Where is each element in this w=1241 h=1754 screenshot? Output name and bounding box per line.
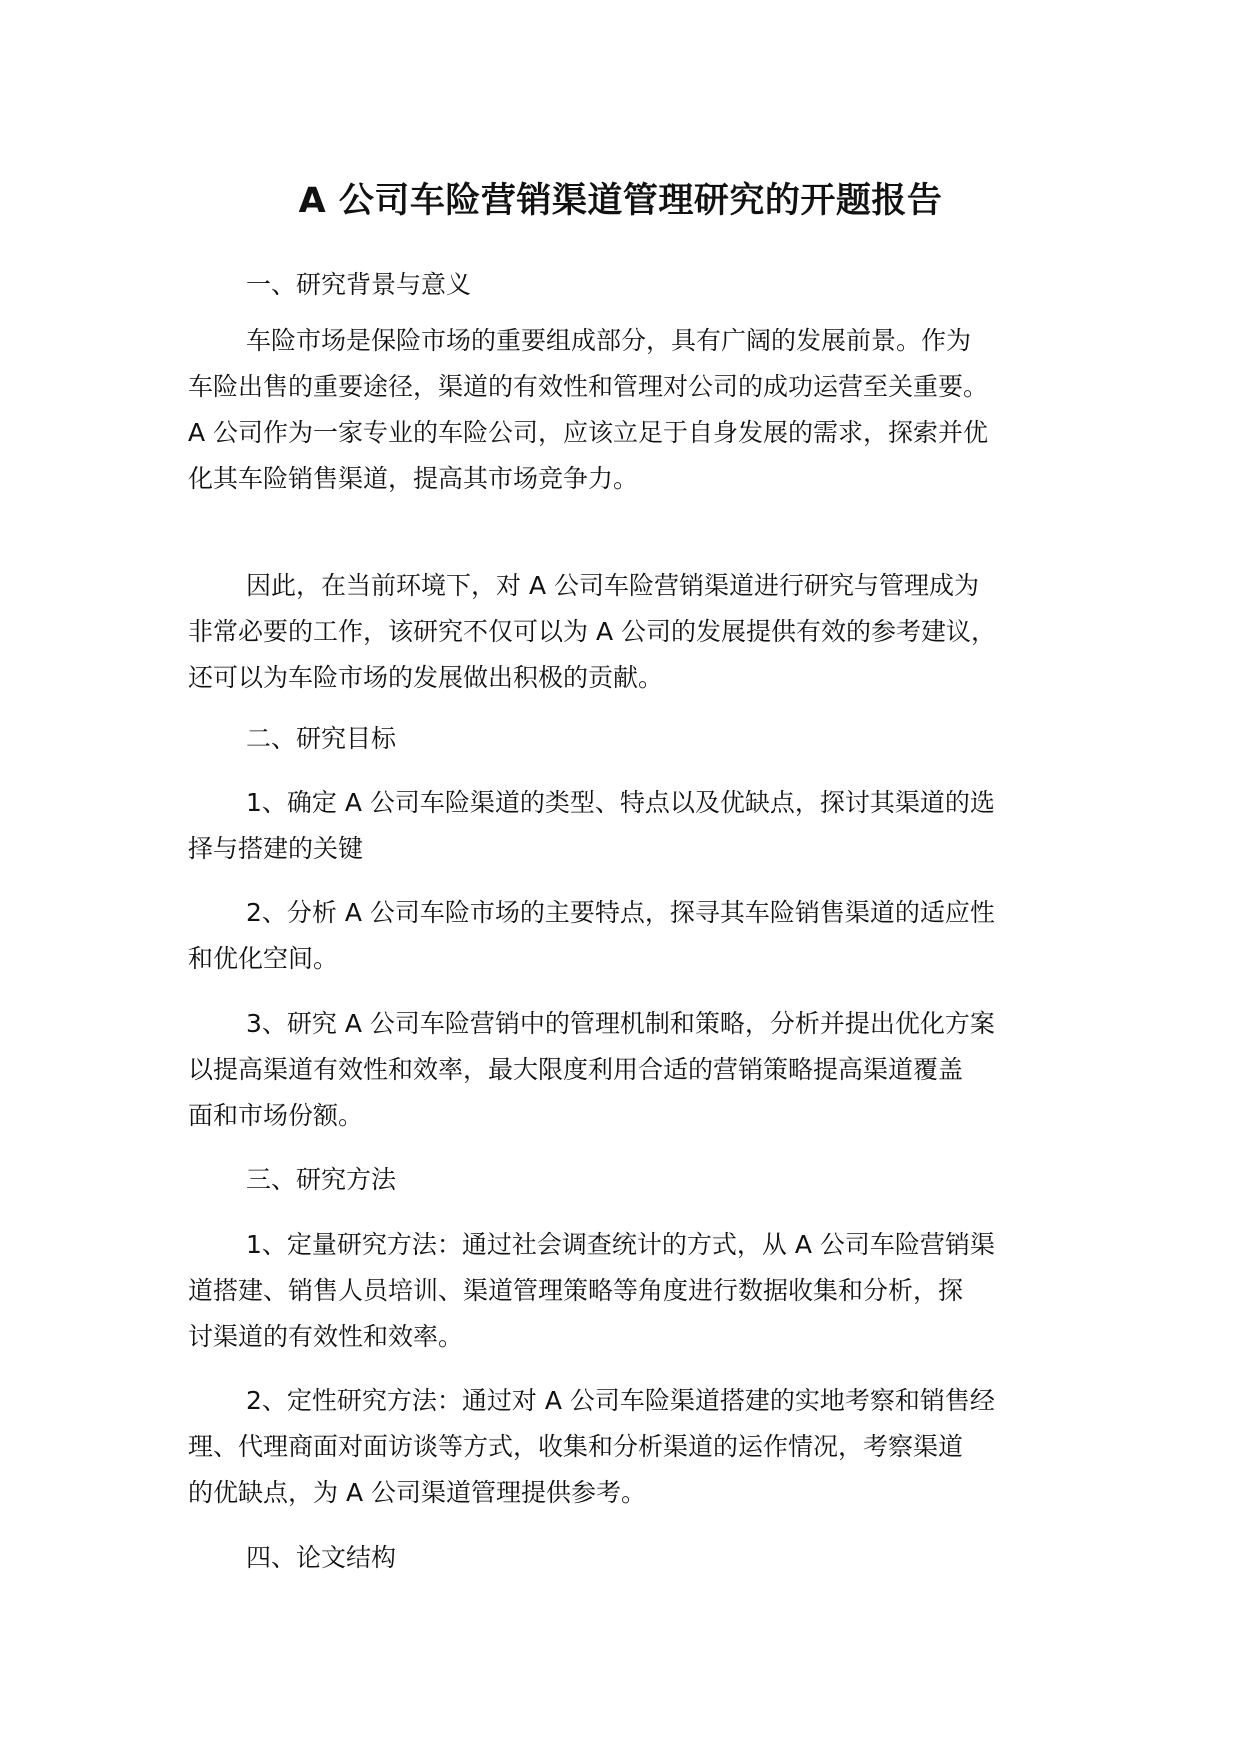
objective-item-2 [188, 890, 1068, 982]
paragraph-line: 择与搭建的关键 [188, 834, 364, 863]
section-heading-structure [188, 1535, 1068, 1581]
method-item-2 [188, 1378, 1068, 1516]
paragraph-background [188, 318, 1068, 502]
paragraph-line: 还可以为车险市场的发展做出积极的贡献。 [188, 663, 664, 692]
paragraph-line: 3、研究 A 公司车险营销中的管理机制和策略，分析并提出优化方案 [246, 1009, 995, 1038]
document-title: A 公司车险营销渠道管理研究的开题报告 [298, 181, 943, 221]
paragraph-line: 讨渠道的有效性和效率。 [188, 1322, 464, 1351]
heading-text: 二、研究目标 [246, 724, 397, 753]
paragraph-line: 化其车险销售渠道，提高其市场竞争力。 [188, 464, 639, 493]
paragraph-line: 非常必要的工作，该研究不仅可以为 A 公司的发展提供有效的参考建议， [188, 617, 996, 646]
paragraph-line: 和优化空间。 [188, 944, 339, 973]
paragraph-line: 2、分析 A 公司车险市场的主要特点，探寻其车险销售渠道的适应性 [246, 898, 995, 927]
paragraph-line: 因此，在当前环境下，对 A 公司车险营销渠道进行研究与管理成为 [246, 571, 979, 600]
paragraph-line: A 公司作为一家专业的车险公司，应该立足于自身发展的需求，探索并优 [188, 418, 989, 447]
paragraph-line: 以提高渠道有效性和效率，最大限度利用合适的营销策略提高渠道覆盖 [188, 1055, 964, 1084]
heading-text: 一、研究背景与意义 [246, 270, 472, 299]
paragraph-line: 1、确定 A 公司车险渠道的类型、特点以及优缺点，探讨其渠道的选 [246, 788, 995, 817]
objective-item-1 [188, 780, 1068, 872]
section-heading-objectives [188, 716, 1068, 762]
paragraph-line: 车险出售的重要途径，渠道的有效性和管理对公司的成功运营至关重要。 [188, 372, 989, 401]
paragraph-line: 的优缺点，为 A 公司渠道管理提供参考。 [188, 1478, 646, 1507]
heading-text: 四、论文结构 [246, 1543, 397, 1572]
heading-text: 三、研究方法 [246, 1165, 397, 1194]
section-heading-methods [188, 1157, 1068, 1203]
objective-item-3 [188, 1001, 1068, 1139]
paragraph-line: 1、定量研究方法：通过社会调查统计的方式，从 A 公司车险营销渠 [246, 1230, 995, 1259]
paragraph-significance [188, 563, 1068, 701]
paragraph-line: 理、代理商面对面访谈等方式，收集和分析渠道的运作情况，考察渠道 [188, 1432, 964, 1461]
paragraph-line: 车险市场是保险市场的重要组成部分，具有广阔的发展前景。作为 [246, 326, 972, 355]
paragraph-line: 2、定性研究方法：通过对 A 公司车险渠道搭建的实地考察和销售经 [246, 1386, 995, 1415]
section-heading-background [188, 262, 1068, 308]
paragraph-line: 面和市场份额。 [188, 1101, 364, 1130]
method-item-1 [188, 1222, 1068, 1360]
paragraph-line: 道搭建、销售人员培训、渠道管理策略等角度进行数据收集和分析，探 [188, 1276, 964, 1305]
